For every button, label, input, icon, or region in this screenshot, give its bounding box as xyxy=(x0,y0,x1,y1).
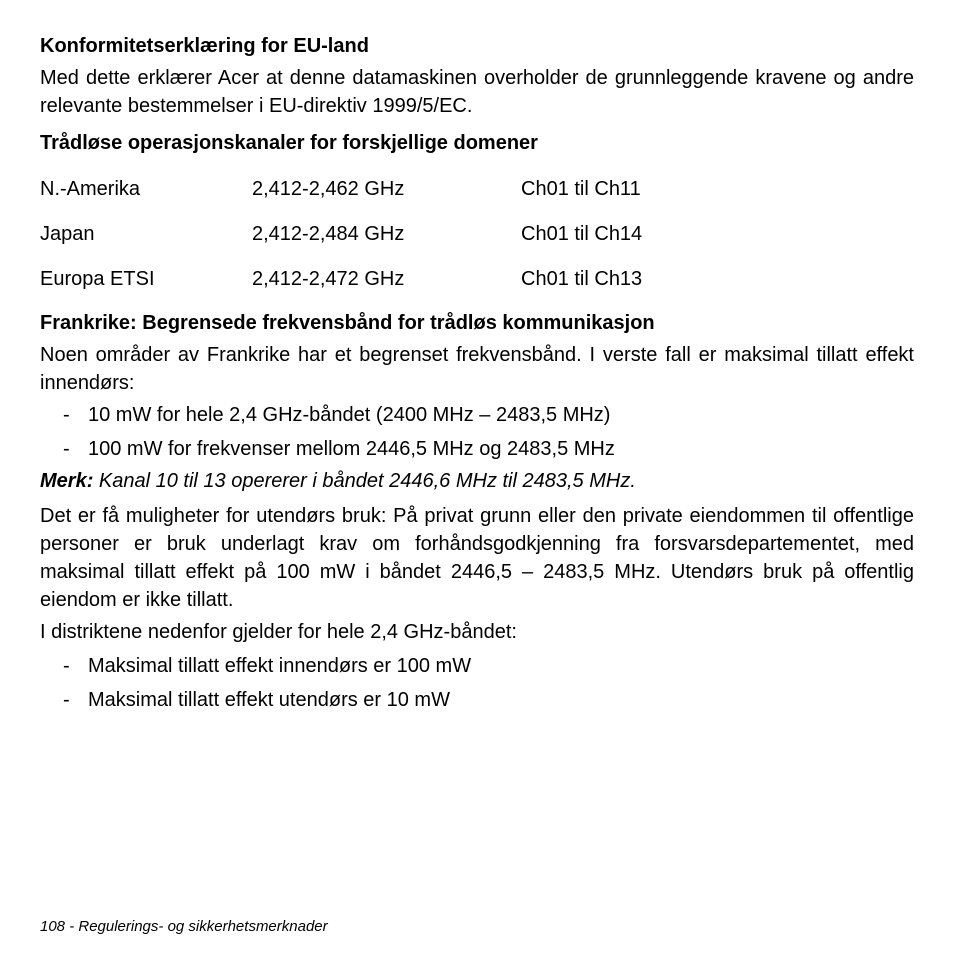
table-row xyxy=(40,222,914,267)
note-label: Merk: xyxy=(40,470,94,492)
heading-france-bands: Frankrike: Begrensede frekvensbånd for trådløs kommunikasjon xyxy=(40,312,655,334)
channels-cell: Ch01 til Ch11 xyxy=(521,178,641,200)
bullet-dash: - xyxy=(63,655,70,677)
heading-eu-conformity: Konformitetserklæring for EU-land xyxy=(40,35,369,57)
frequency-cell: 2,412-2,484 GHz xyxy=(252,223,405,245)
region-cell: Japan xyxy=(40,223,95,245)
list-item xyxy=(40,437,914,467)
table-row xyxy=(40,177,914,222)
list-item-text: Maksimal tillatt effekt utendørs er 10 mW xyxy=(88,689,450,711)
list-item-text: Maksimal tillatt effekt innendørs er 100 mW xyxy=(88,655,472,677)
frequency-cell: 2,412-2,462 GHz xyxy=(252,178,405,200)
channel-table xyxy=(40,177,914,312)
list-item xyxy=(40,654,914,688)
bullet-dash: - xyxy=(63,438,70,460)
france-intro-text: Noen områder av Frankrike har et begrenset frekvensbånd. I verste fall er maksimal tillatt effekt innendørs: xyxy=(40,344,914,394)
document-page xyxy=(40,34,914,718)
channels-cell: Ch01 til Ch13 xyxy=(521,268,643,290)
districts-list xyxy=(40,654,914,718)
region-cell: Europa ETSI xyxy=(40,268,155,290)
note-paragraph xyxy=(40,467,914,495)
note-text: Kanal 10 til 13 opererer i båndet 2446,6 MHz til 2483,5 MHz. xyxy=(93,470,636,492)
list-item xyxy=(40,403,914,437)
list-item xyxy=(40,688,914,718)
france-indoor-list xyxy=(40,403,914,467)
bullet-dash: - xyxy=(63,689,70,711)
page-footer: 108 - Regulerings- og sikkerhetsmerknader xyxy=(40,918,328,935)
eu-conformity-text: Med dette erklærer Acer at denne datamaskinen overholder de grunnleggende kravene og andre relevante bestemmelser i EU-direktiv 1999/5/EC. xyxy=(40,67,914,117)
region-cell: N.-Amerika xyxy=(40,178,141,200)
heading-wireless-channels: Trådløse operasjonskanaler for forskjellige domener xyxy=(40,132,538,154)
list-item-text: 100 mW for frekvenser mellom 2446,5 MHz og 2483,5 MHz xyxy=(88,438,615,460)
districts-text: I distriktene nedenfor gjelder for hele 2,4 GHz-båndet: xyxy=(40,621,517,643)
list-item-text: 10 mW for hele 2,4 GHz-båndet (2400 MHz – 2483,5 MHz) xyxy=(88,404,611,426)
table-row xyxy=(40,267,914,312)
frequency-cell: 2,412-2,472 GHz xyxy=(252,268,405,290)
bullet-dash: - xyxy=(63,404,70,426)
channels-cell: Ch01 til Ch14 xyxy=(521,223,643,245)
outdoor-use-text: Det er få muligheter for utendørs bruk: På privat grunn eller den private eiendommen til offentlige personer er bruk underlagt krav om forhåndsgodkjenning fra forsvarsdepartementet, med maksimal tillatt effekt på 100 mW i båndet 2446,5 – 2483,5 MHz. Utendørs bruk på offentlig eiendom er ikke tillatt. xyxy=(40,505,914,611)
